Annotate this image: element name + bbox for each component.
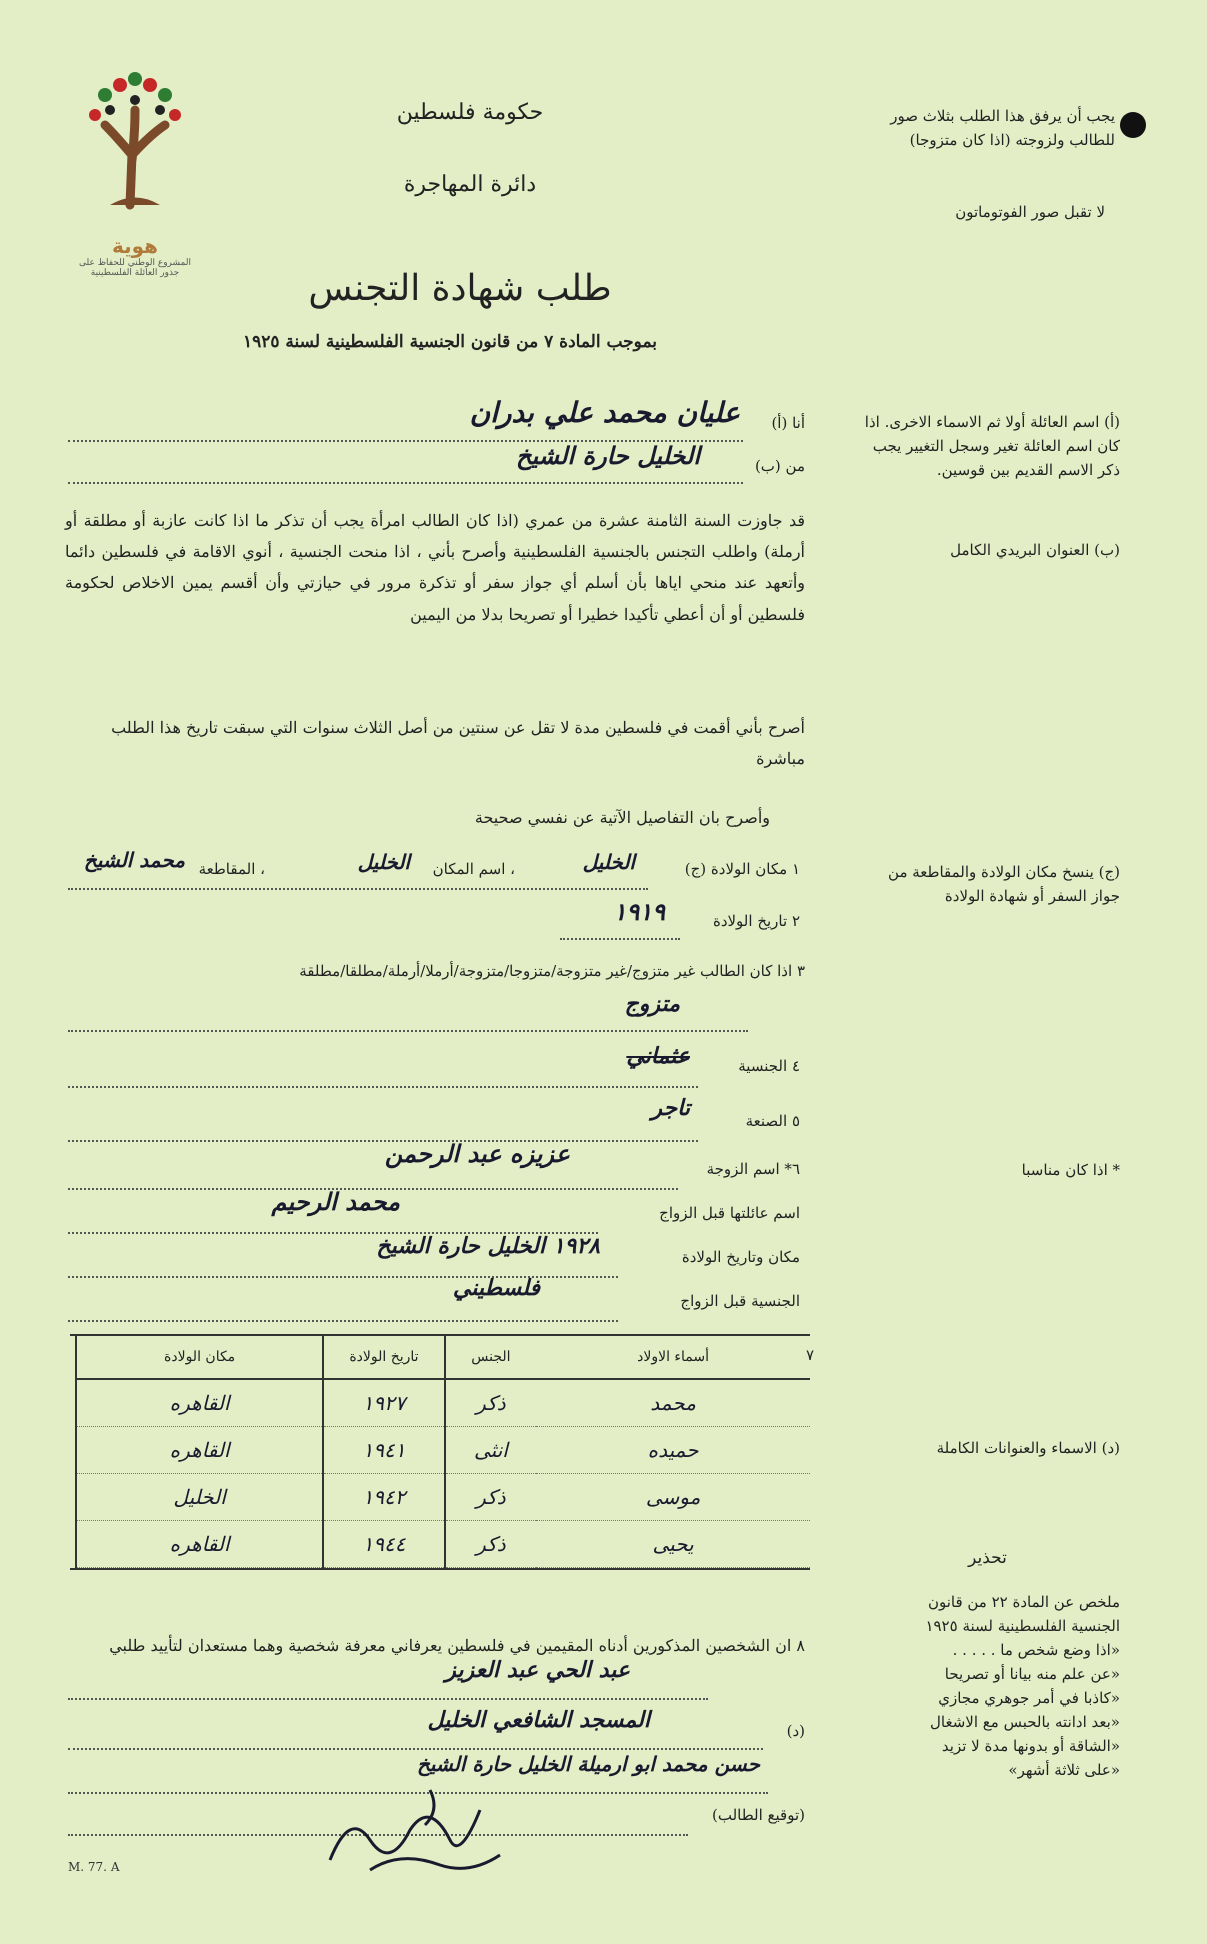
children-name-header: أسماء الاولاد: [536, 1336, 810, 1379]
q7-number: ٧: [805, 1346, 814, 1364]
child-name: يحيى: [536, 1521, 810, 1568]
q1-line: [68, 880, 648, 890]
warning-line: «على ثلاثة أشهر»: [1008, 1761, 1120, 1779]
q6-wife-name: عزيزه عبد الرحمن: [384, 1140, 570, 1168]
ref2-address: المسجد الشافعي الخليل: [427, 1708, 650, 1733]
child-pob: القاهره: [76, 1521, 323, 1568]
q3-label: ٣ اذا كان الطالب غير متزوج/غير متزوجة/متزوجا/متزوجة/أرملا/أرملة/مطلقا/مطلقة: [299, 962, 805, 980]
children-header-row: [76, 1336, 810, 1379]
child-dob: ١٩٤٢: [323, 1474, 444, 1521]
signature-label: (توقيع الطالب): [712, 1806, 805, 1824]
declaration-text: قد جاوزت السنة الثامنة عشرة من عمري (اذا كان الطالب امرأة يجب أن تذكر ما اذا كانت عازبة أو مطلقة أو أرملة) واطلب التجنس بالجنسية الفلسطينية وأصرح بأني ، اذا منحت الجنسية ، أنوي الاقامة في فلسطين دائما وأتعهد عند منحي اياها بأن أسلم أي جواز سفر أو تذكرة مرور في حيازتي وأن أقسم يمين الاخلاص لحكومة فلسطين أو أن أعطي تأكيدا خطيرا أو تصريحا بدلا من اليمين: [65, 511, 806, 624]
warning-line: الجنسية الفلسطينية لسنة ١٩٢٥: [925, 1617, 1120, 1635]
table-row: [76, 1521, 810, 1568]
name-line: [68, 430, 743, 442]
q1-birthplace: الخليل: [582, 850, 635, 874]
children-dob-header: تاريخ الولادة: [323, 1336, 444, 1379]
warning-line: «عن علم منه بيانا أو تصريحا: [944, 1665, 1120, 1683]
child-name: موسى: [536, 1474, 810, 1521]
form-title: طلب شهادة التجنس: [308, 268, 612, 309]
photos-note: يجب أن يرفق هذا الطلب بثلاث صور للطالب ولزوجته (اذا كان متزوجا): [890, 107, 1115, 149]
logo-tagline-1: المشروع الوطني للحفاظ على: [78, 258, 191, 268]
q6b-line: [68, 1224, 598, 1234]
q3-line: [68, 1022, 748, 1032]
children-table-box: [70, 1334, 814, 1570]
child-dob: ١٩٤٤: [323, 1521, 444, 1568]
department-heading: دائرة المهاجرة: [403, 172, 537, 197]
q3-status: متزوج: [624, 992, 680, 1017]
child-name: حميده: [536, 1427, 810, 1474]
q1-label: ١ مكان الولادة (ج): [684, 860, 800, 878]
warning-line: «الشاقة أو بدونها مدة لا تزيد: [941, 1737, 1120, 1755]
table-row: [76, 1474, 810, 1521]
child-dob: ١٩٤١: [323, 1427, 444, 1474]
q5-label: ٥ الصنعة: [745, 1112, 800, 1130]
table-row: [76, 1427, 810, 1474]
photomaton-note: لا تقبل صور الفوتوماتون: [955, 203, 1105, 221]
note-c: (ج) ينسخ مكان الولادة والمقاطعة من جواز السفر أو شهادة الولادة: [888, 863, 1120, 905]
warning-text: [855, 1590, 1120, 1782]
form-subtitle: بموجب المادة ٧ من قانون الجنسية الفلسطينية لسنة ١٩٢٥: [242, 332, 658, 352]
applicant-name: عليان محمد علي بدران: [469, 396, 740, 429]
q6b-maiden-name: محمد الرحيم: [271, 1188, 400, 1216]
note-a: (أ) اسم العائلة أولا ثم الاسماء الاخرى. اذا كان اسم العائلة تغير وسجل التغيير يجب ذكر الاسم القديم بين قوسين.: [864, 413, 1120, 479]
q1-place: الخليل: [357, 850, 410, 874]
child-name: محمد: [536, 1379, 810, 1427]
q2-dob: ١٩١٩: [613, 898, 665, 926]
q4-nationality: عثماني: [626, 1044, 690, 1069]
q5-profession: تاجر: [651, 1096, 690, 1121]
warning-line: «اذا وضع شخص ما . . . . .: [952, 1641, 1120, 1659]
logo-brand: هوية: [111, 234, 159, 258]
q6-label: ٦* اسم الزوجة: [706, 1160, 800, 1178]
address-label: من (ب): [754, 457, 805, 475]
q6b-label: اسم عائلتها قبل الزواج: [659, 1204, 800, 1222]
q2-label: ٢ تاريخ الولادة: [712, 912, 800, 930]
note-b: (ب) العنوان البريدي الكامل: [950, 541, 1120, 559]
signature-scribble-icon: [310, 1770, 510, 1880]
note-d: (د) الاسماء والعنوانات الكاملة: [936, 1439, 1120, 1457]
logo-tagline-2: جذور العائلة الفلسطينية: [90, 268, 180, 278]
ref2-line: [68, 1740, 763, 1750]
warning-line: «بعد ادانته بالحبس مع الاشغال: [930, 1713, 1120, 1731]
children-pob-header: مكان الولادة: [76, 1336, 323, 1379]
child-sex: انثى: [445, 1427, 536, 1474]
photo-bullet-icon: [1120, 112, 1146, 138]
child-sex: ذكر: [445, 1521, 536, 1568]
q6d-label: الجنسية قبل الزواج: [680, 1292, 800, 1310]
q6d-line: [68, 1312, 618, 1322]
q1-place-label: ، اسم المكان: [420, 858, 515, 881]
child-sex: ذكر: [445, 1379, 536, 1427]
applicant-address: الخليل حارة الشيخ: [516, 442, 700, 470]
q4-label: ٤ الجنسية: [738, 1057, 800, 1075]
children-sex-header: الجنس: [445, 1336, 536, 1379]
details-intro: وأصرح بان التفاصيل الآتية عن نفسي صحيحة: [474, 808, 770, 827]
name-label: أنا (أ): [771, 414, 805, 432]
q2-line: [560, 930, 680, 940]
residence-text: أصرح بأني أقمت في فلسطين مدة لا تقل عن سنتين من أصل الثلاث سنوات التي سبقت تاريخ هذا الطلب مباشرة: [111, 718, 805, 769]
children-table: [75, 1336, 810, 1568]
child-sex: ذكر: [445, 1474, 536, 1521]
q6d-wife-nationality: فلسطيني: [452, 1276, 540, 1301]
address-line: [68, 472, 743, 484]
warning-title: تحذير: [968, 1548, 1007, 1568]
warning-line: ملخص عن المادة ٢٢ من قانون: [927, 1593, 1120, 1611]
q1-district: محمد الشيخ: [83, 848, 185, 872]
q1-district-label: ، المقاطعة: [185, 858, 265, 881]
ref3-name: حسن محمد ابو ارميلة الخليل حارة الشيخ: [416, 1752, 760, 1776]
child-pob: القاهره: [76, 1427, 323, 1474]
q6c-wife-birth: ١٩٢٨ الخليل حارة الشيخ: [376, 1234, 600, 1259]
form-code: M. 77. A: [68, 1860, 120, 1874]
note-star: * اذا كان مناسبا: [1021, 1161, 1120, 1179]
government-heading: حكومة فلسطين: [396, 100, 544, 125]
d-label: (د): [786, 1722, 805, 1740]
tree-logo-icon: [80, 50, 190, 230]
ref1-name: عبد الحي عبد العزيز: [445, 1658, 630, 1683]
warning-line: «كاذبا في أمر جوهري مجازي: [938, 1689, 1120, 1707]
q8-text: ٨ ان الشخصين المذكورين أدناه المقيمين في فلسطين يعرفاني معرفة شخصية وهما مستعدان لتأييد طلبي: [109, 1636, 805, 1655]
q6c-label: مكان وتاريخ الولادة: [681, 1248, 800, 1266]
q4-line: [68, 1078, 698, 1088]
logo: [70, 50, 200, 278]
child-dob: ١٩٢٧: [323, 1379, 444, 1427]
ref1-line: [68, 1690, 708, 1700]
table-row: [76, 1379, 810, 1427]
child-pob: القاهره: [76, 1379, 323, 1427]
child-pob: الخليل: [76, 1474, 323, 1521]
